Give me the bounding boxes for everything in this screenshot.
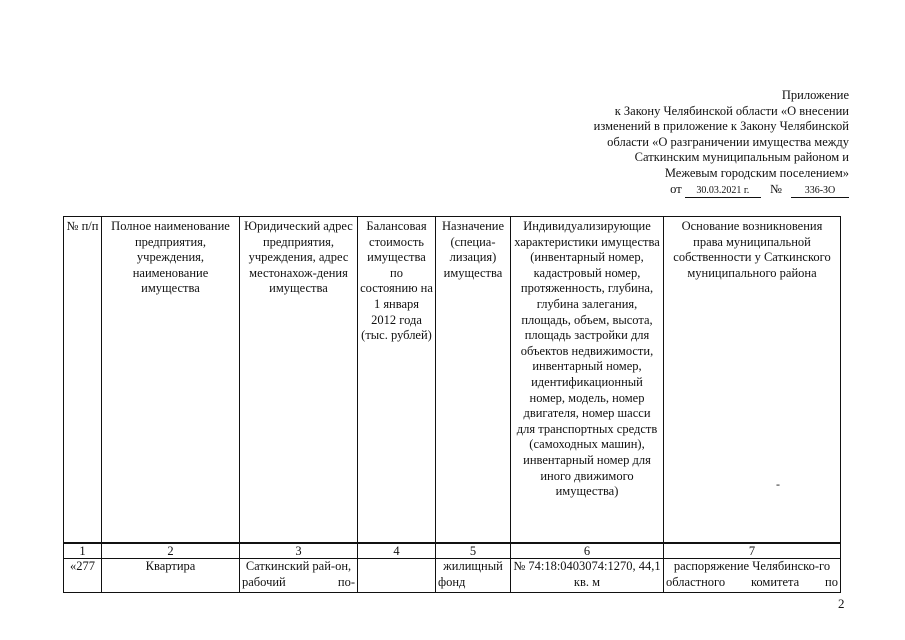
column-number: 2 [102, 543, 240, 559]
appendix-line: изменений в приложение к Закону Челябинской [593, 119, 849, 133]
law-date: 30.03.2021 г. [685, 184, 761, 198]
column-number: 1 [64, 543, 102, 559]
table-header-row [64, 217, 841, 544]
from-label: от [670, 182, 682, 196]
appendix-heading [529, 88, 849, 198]
column-number: 7 [664, 543, 841, 559]
column-header: № п/п [64, 217, 102, 544]
column-header: Балансовая стоимость имущества по состоянию на 1 января 2012 года (тыс. рублей) [358, 217, 436, 544]
table-row [64, 559, 841, 593]
column-number: 4 [358, 543, 436, 559]
law-number: 336-ЗО [791, 184, 849, 198]
law-reference-line [529, 182, 849, 198]
column-header: Назначение (специа-лизация) имущества [436, 217, 511, 544]
property-purpose: жилищный фонд [436, 559, 511, 593]
column-header: Индивидуализирующие характеристики имущества (инвентарный номер, кадастровый номер, протяженность, глубина, глубина залегания, площадь, объем, высота, площадь застройки для объектов недвижимости, инвентарный номер, идентификационный номер, модель, номер двигателя, номер шасси для транспортных средств (самоходных машин), инвентарный номер для иного движимого имущества) [511, 217, 664, 544]
appendix-line: Приложение [781, 88, 849, 102]
ownership-basis: распоряжение Челябинско-го областного комитета по [664, 559, 841, 593]
stray-mark: - [776, 477, 780, 491]
appendix-line: к Закону Челябинской области «О внесении [614, 103, 849, 118]
column-number: 6 [511, 543, 664, 559]
row-number: «277 [64, 559, 102, 593]
column-header: Основание возникновения права муниципальной собственности у Саткинского муниципального района [664, 217, 841, 544]
column-header: Юридический адрес предприятия, учреждения, адрес местонахож-дения имущества [240, 217, 358, 544]
column-number: 3 [240, 543, 358, 559]
appendix-line: Межевым городским поселением» [664, 165, 849, 180]
column-number: 5 [436, 543, 511, 559]
number-label: № [769, 182, 782, 196]
property-characteristics: № 74:18:0403074:1270, 44,1 кв. м [511, 559, 664, 593]
appendix-line: Саткинским муниципальным районом и [634, 150, 849, 164]
column-number-row [64, 543, 841, 559]
property-table [63, 216, 841, 593]
page-number: 2 [838, 596, 845, 611]
property-name: Квартира [102, 559, 240, 593]
appendix-line: области «О разграничении имущества между [607, 134, 849, 149]
column-header: Полное наименование предприятия, учреждения, наименование имущества [102, 217, 240, 544]
balance-value [358, 559, 436, 593]
property-address: Саткинский рай-он, рабочий по- [240, 559, 358, 593]
